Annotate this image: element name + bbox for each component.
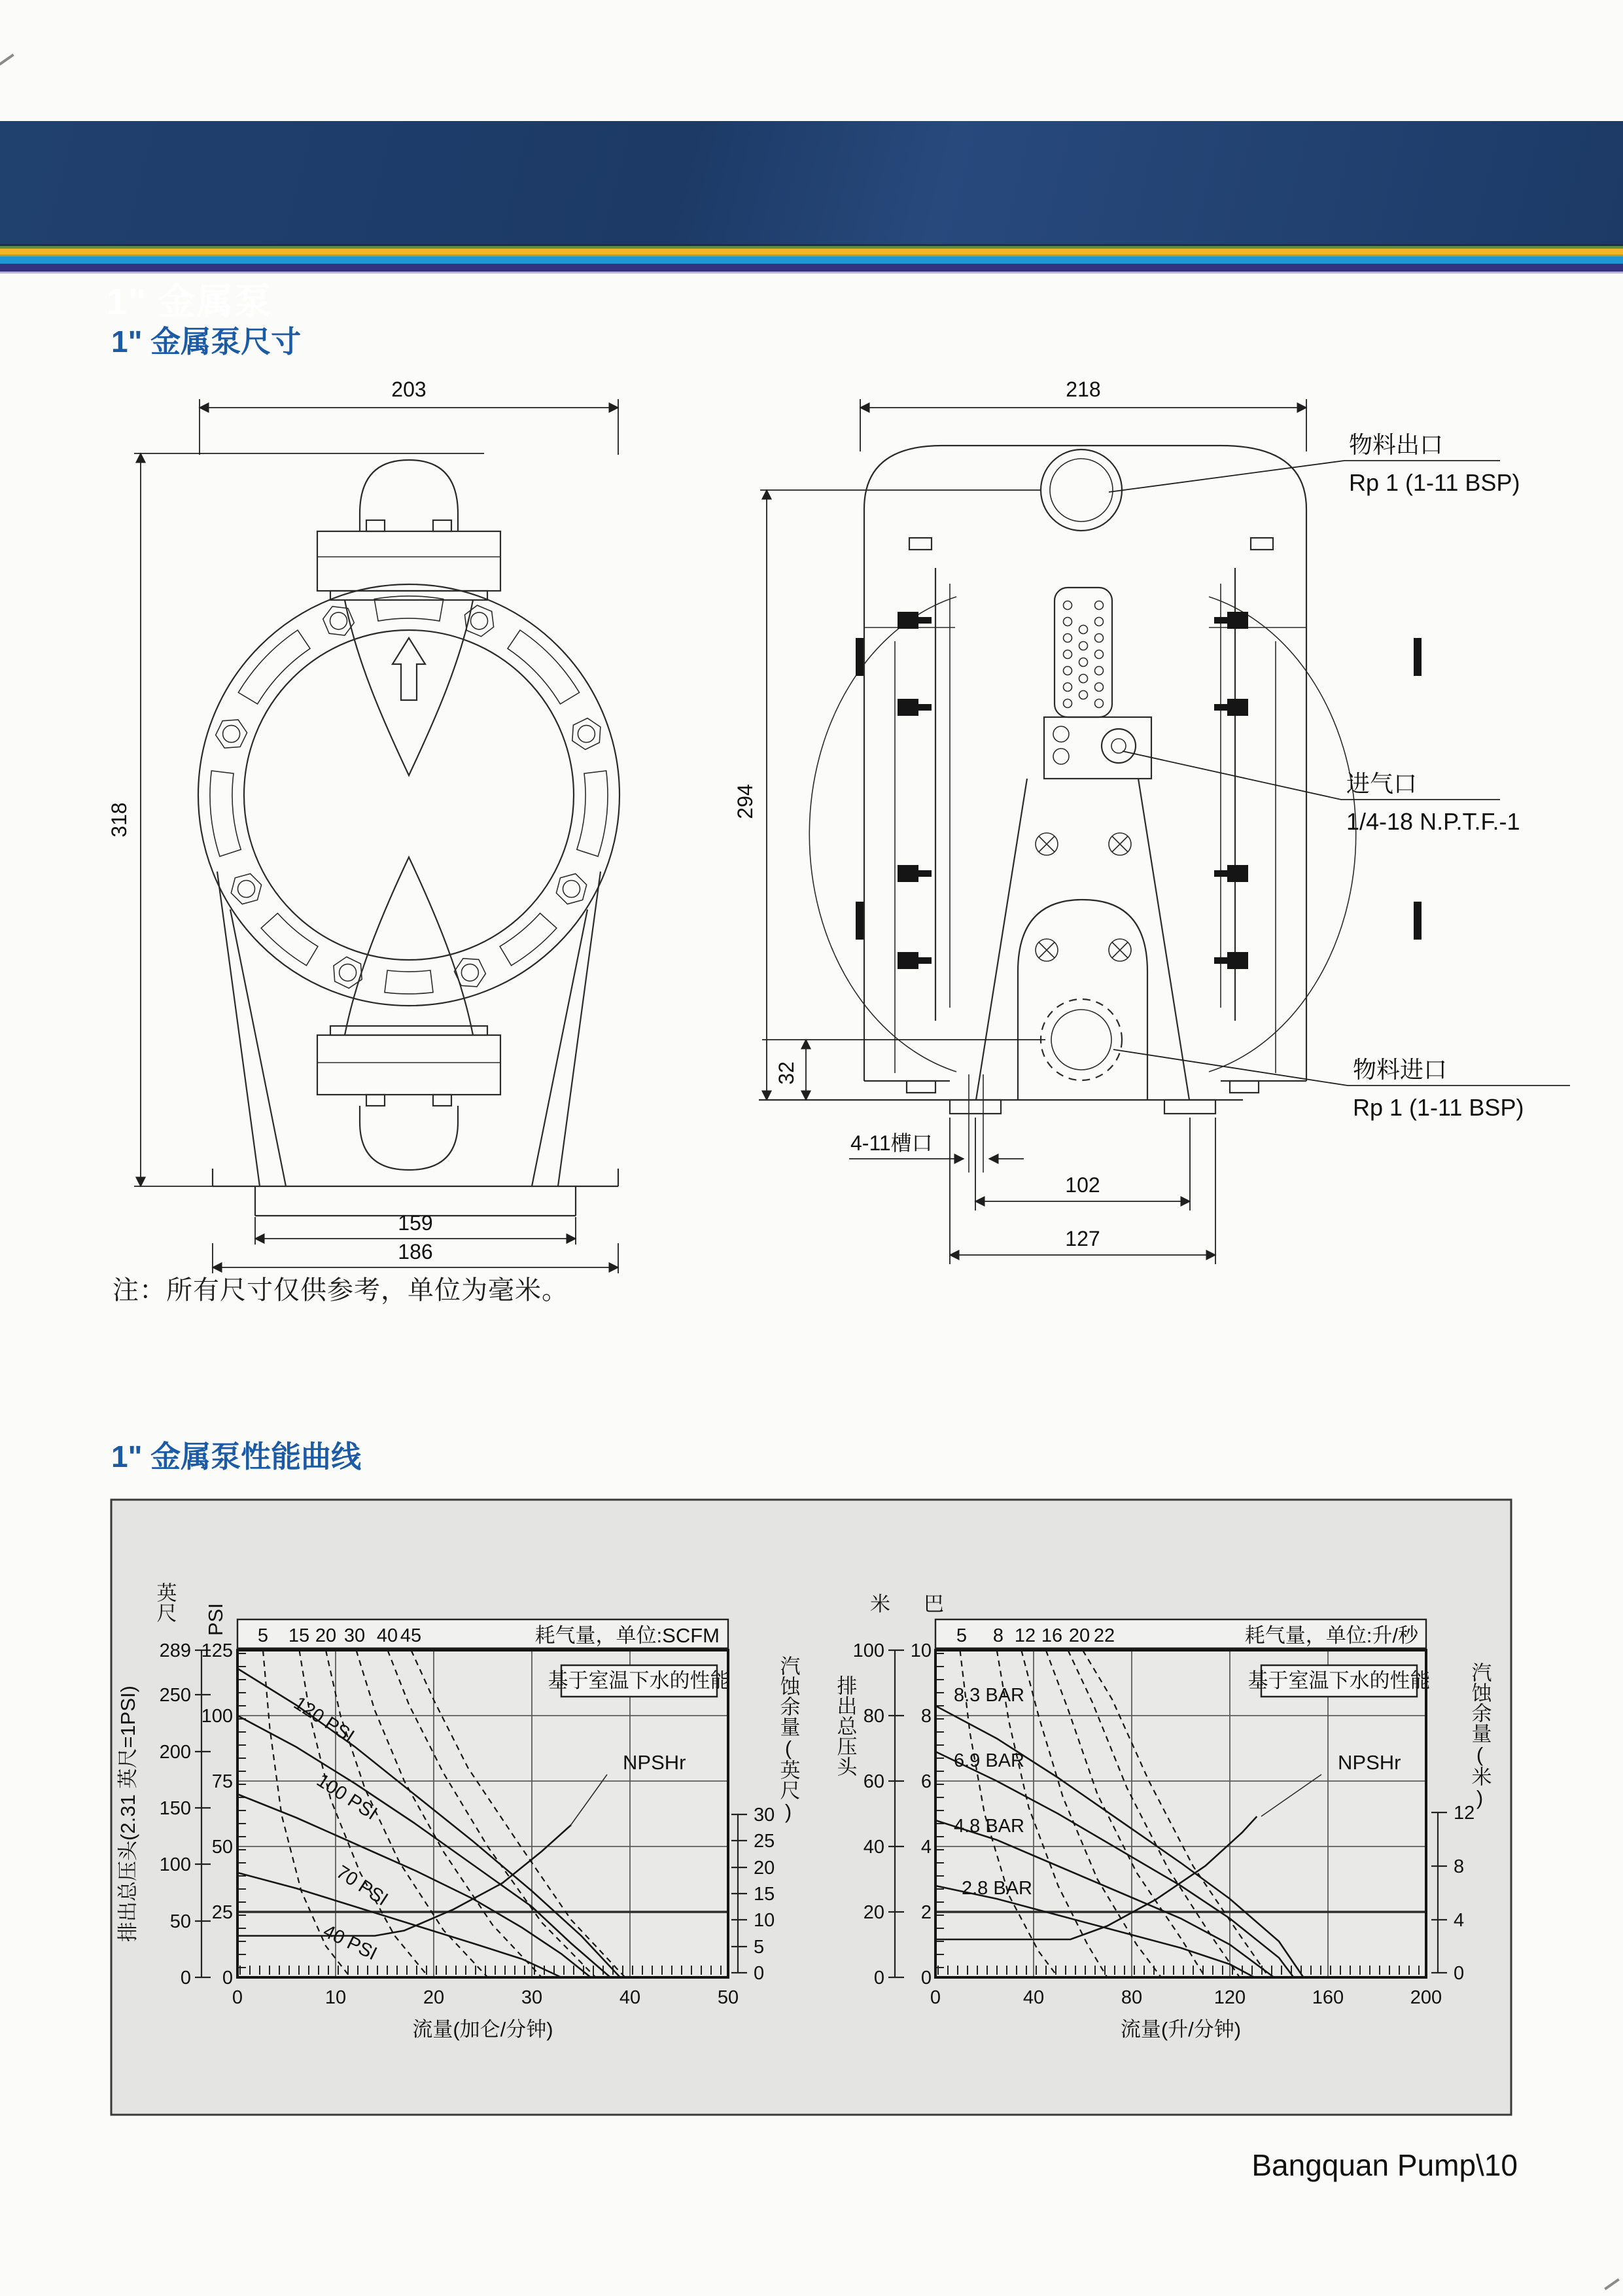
tick-label: 12 bbox=[1454, 1803, 1475, 1824]
tick-label: 20 bbox=[863, 1902, 884, 1923]
y2-axis-title: 汽蚀余量(英尺) bbox=[777, 1655, 800, 1823]
tick-label: 30 bbox=[754, 1805, 775, 1826]
dimensions-section-title: 1" 金属泵尺寸 bbox=[111, 325, 302, 359]
npshr-label: NPSHr bbox=[1338, 1751, 1401, 1774]
inlet-callout-title: 物料进口 bbox=[1353, 1056, 1448, 1083]
tick-label: 8 bbox=[1454, 1856, 1465, 1877]
tick-label: 200 bbox=[159, 1742, 191, 1763]
tick-label: 20 bbox=[754, 1858, 775, 1879]
tick-label: 160 bbox=[1312, 1987, 1344, 2008]
meters-column-header: 米 bbox=[870, 1593, 890, 1616]
tick-label: 6 bbox=[920, 1771, 932, 1792]
tick-label: 289 bbox=[159, 1640, 191, 1661]
front-height-dim: 318 bbox=[107, 802, 131, 838]
air-consumption-title: 耗气量，单位:升/秒 bbox=[1244, 1624, 1418, 1647]
tick-label: 8 bbox=[920, 1706, 932, 1727]
tick-label: 50 bbox=[169, 1911, 191, 1932]
page-title: 1" 金属泵 bbox=[107, 281, 273, 322]
psi-column-header: PSI bbox=[204, 1603, 227, 1636]
flow-direction-arrow-icon bbox=[393, 638, 425, 700]
air-tick: 15 bbox=[288, 1625, 310, 1646]
tick-label: 0 bbox=[920, 1968, 932, 1988]
tick-label: 15 bbox=[754, 1884, 775, 1905]
tick-label: 0 bbox=[754, 1963, 765, 1984]
air-inlet-callout-title: 进气口 bbox=[1346, 770, 1418, 797]
tick-label: 125 bbox=[201, 1640, 233, 1661]
air-tick: 5 bbox=[956, 1625, 968, 1646]
y-axis-title: 排出总压头 bbox=[833, 1675, 857, 1776]
air-inlet-callout-spec: 1/4-18 N.P.T.F.-1 bbox=[1346, 808, 1520, 835]
tick-label: 120 bbox=[1213, 1987, 1246, 2008]
tick-label: 0 bbox=[1454, 1963, 1465, 1984]
x-axis-title: 流量(加仑/分钟) bbox=[412, 2018, 553, 2041]
muffler-vent-holes bbox=[1064, 601, 1104, 708]
tick-label: 200 bbox=[1410, 1987, 1442, 2008]
air-tick: 16 bbox=[1041, 1625, 1063, 1646]
inlet-callout-spec: Rp 1 (1-11 BSP) bbox=[1353, 1094, 1524, 1121]
tick-label: 80 bbox=[1121, 1987, 1143, 2008]
tick-label: 75 bbox=[211, 1771, 233, 1792]
curve-label: 8.3 BAR bbox=[954, 1685, 1024, 1706]
tick-label: 40 bbox=[1022, 1987, 1045, 2008]
tick-label: 20 bbox=[423, 1987, 445, 2008]
tick-label: 60 bbox=[863, 1771, 884, 1792]
bar-column-header: 巴 bbox=[924, 1593, 944, 1616]
tick-label: 0 bbox=[222, 1968, 233, 1988]
npshr-label: NPSHr bbox=[623, 1751, 686, 1774]
side-width-dim: 218 bbox=[1066, 378, 1101, 401]
tick-label: 30 bbox=[521, 1987, 543, 2008]
curve-label: 100 PSI bbox=[313, 1770, 381, 1825]
air-tick: 20 bbox=[315, 1625, 337, 1646]
tick-label: 150 bbox=[159, 1798, 191, 1819]
side-height-dim: 294 bbox=[733, 784, 757, 819]
tick-label: 0 bbox=[180, 1968, 191, 1988]
tick-label: 4 bbox=[1454, 1910, 1465, 1931]
side-inlet-offset-dim: 32 bbox=[775, 1061, 798, 1085]
curve-label: 120 PSI bbox=[290, 1693, 358, 1748]
air-tick: 12 bbox=[1014, 1625, 1036, 1646]
tick-label: 10 bbox=[324, 1987, 347, 2008]
tick-label: 100 bbox=[159, 1854, 191, 1875]
pump-side-view-drawing bbox=[733, 378, 1570, 1264]
pump-front-view-drawing bbox=[107, 378, 620, 1273]
y-axis-title: 排出总压头(2.31 英尺=1PSI) bbox=[116, 1686, 139, 1942]
outlet-callout-spec: Rp 1 (1-11 BSP) bbox=[1349, 469, 1520, 496]
dimensions-note: 注：所有尺寸仅供参考，单位为毫米。 bbox=[113, 1276, 568, 1305]
performance-section-title: 1" 金属泵性能曲线 bbox=[111, 1439, 362, 1474]
feet-column-header: 英尺 bbox=[153, 1582, 177, 1623]
curve-label: 2.8 BAR bbox=[962, 1878, 1032, 1899]
air-tick: 5 bbox=[257, 1625, 269, 1646]
curve-label: 6.9 BAR bbox=[954, 1750, 1024, 1771]
tick-label: 25 bbox=[211, 1902, 233, 1923]
curve-label: 4.8 BAR bbox=[954, 1816, 1024, 1837]
curve-label: 70 PSI bbox=[332, 1862, 392, 1911]
tick-label: 2 bbox=[920, 1902, 932, 1923]
front-width-dim: 203 bbox=[391, 378, 427, 401]
air-tick: 40 bbox=[376, 1625, 398, 1646]
tick-label: 40 bbox=[619, 1987, 641, 2008]
side-view-bolts bbox=[856, 612, 1422, 969]
air-tick: 45 bbox=[400, 1625, 422, 1646]
tick-label: 10 bbox=[754, 1910, 775, 1931]
tick-label: 250 bbox=[159, 1685, 191, 1706]
water-performance-note: 基于室温下水的性能 bbox=[1248, 1669, 1431, 1692]
y2-axis-title: 汽蚀余量(米) bbox=[1468, 1662, 1492, 1809]
tick-label: 100 bbox=[201, 1706, 233, 1727]
tick-label: 10 bbox=[910, 1640, 932, 1661]
side-foot-span-dim: 127 bbox=[1065, 1227, 1100, 1250]
side-slot-dim: 4-11槽口 bbox=[850, 1131, 933, 1155]
water-performance-note: 基于室温下水的性能 bbox=[548, 1669, 731, 1692]
front-base-span-dim: 186 bbox=[398, 1240, 433, 1263]
front-bolt-span-dim: 159 bbox=[398, 1211, 433, 1235]
bolt-ring bbox=[210, 596, 608, 994]
tick-label: 0 bbox=[930, 1987, 941, 2008]
tick-label: 5 bbox=[754, 1937, 765, 1958]
air-consumption-title: 耗气量，单位:SCFM bbox=[534, 1624, 720, 1647]
leg-screws bbox=[1036, 833, 1131, 961]
side-bolt-span-dim: 102 bbox=[1065, 1173, 1100, 1197]
air-tick: 8 bbox=[992, 1625, 1004, 1646]
tick-label: 50 bbox=[211, 1837, 233, 1858]
x-axis-title: 流量(升/分钟) bbox=[1120, 2018, 1242, 2041]
tick-label: 0 bbox=[232, 1987, 243, 2008]
tick-label: 0 bbox=[873, 1968, 884, 1988]
tick-label: 50 bbox=[717, 1987, 739, 2008]
tick-label: 25 bbox=[754, 1831, 775, 1852]
air-tick: 20 bbox=[1068, 1625, 1091, 1646]
tick-label: 100 bbox=[852, 1640, 884, 1661]
page-footer: Bangquan Pump\10 bbox=[1251, 2148, 1518, 2182]
air-tick: 30 bbox=[343, 1625, 366, 1646]
tick-label: 4 bbox=[920, 1837, 932, 1858]
curve-label: 40 PSI bbox=[319, 1920, 381, 1965]
tick-label: 80 bbox=[863, 1706, 884, 1727]
tick-label: 40 bbox=[863, 1837, 884, 1858]
outlet-callout-title: 物料出口 bbox=[1349, 431, 1444, 458]
air-tick: 22 bbox=[1093, 1625, 1115, 1646]
